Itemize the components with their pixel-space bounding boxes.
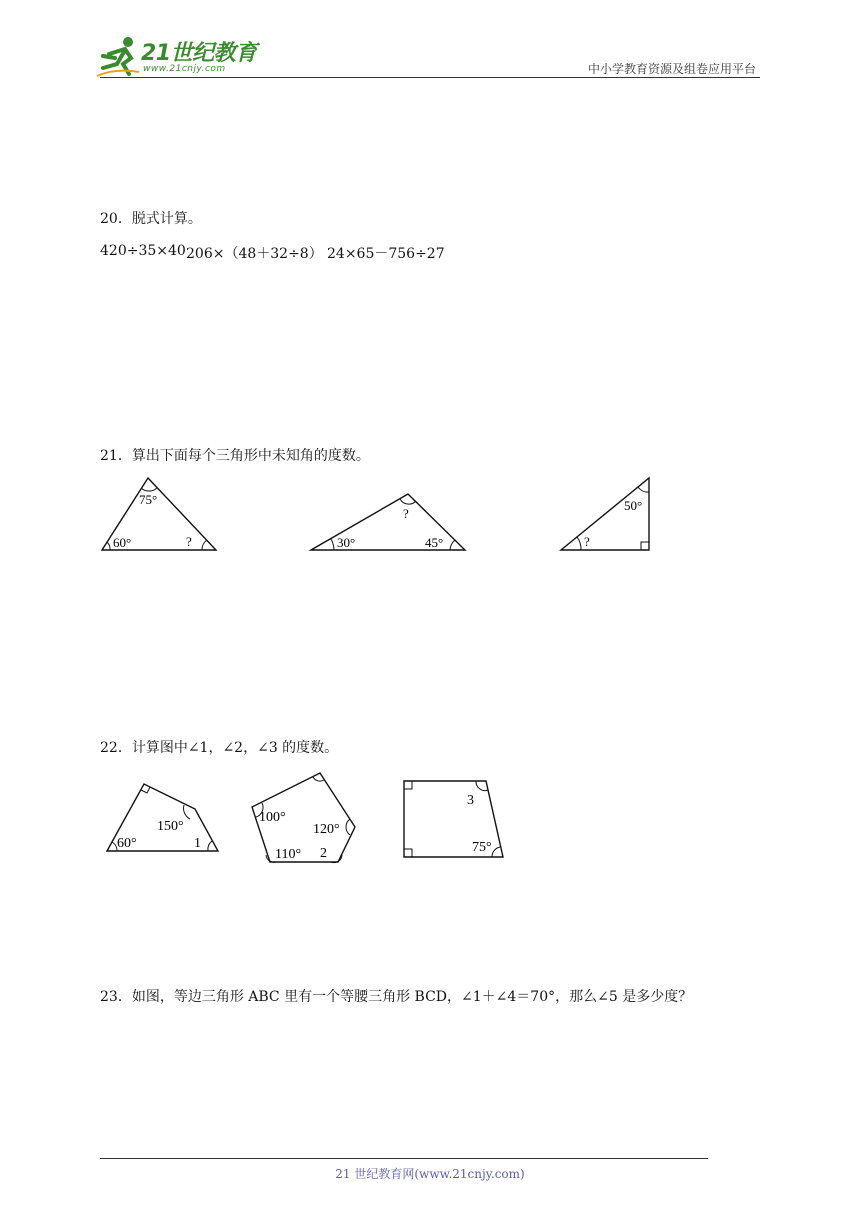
shape1-angle-150: 150° <box>157 819 184 834</box>
logo-url: www.21cnjy.com <box>143 64 226 74</box>
tri2-right-angle: 45° <box>425 535 444 550</box>
shape1-angle-1: 1 <box>194 836 201 851</box>
shape1-angle-60: 60° <box>117 836 137 851</box>
triangle-2 <box>311 494 465 550</box>
logo-text: 21世纪教育 <box>141 41 257 66</box>
header-divider <box>100 77 760 78</box>
triangle-3 <box>561 478 649 550</box>
question-21-title: 21．算出下面每个三角形中未知角的度数。 <box>100 448 370 464</box>
tri2-left-angle: 30° <box>337 535 356 550</box>
shape2-angle-120: 120° <box>313 822 340 837</box>
question-20-expr-1: 420÷35×40 <box>100 243 186 259</box>
triangle-1 <box>102 478 216 550</box>
question-23-title: 23．如图，等边三角形 ABC 里有一个等腰三角形 BCD，∠1＋∠4＝70°，那么∠5 是多少度？ <box>100 989 693 1005</box>
pentagon-2 <box>252 773 355 863</box>
footer-site-text: 21 世纪教育网(www.21cnjy.com) <box>335 1167 525 1181</box>
tri1-right-angle: ? <box>186 534 192 549</box>
question-20-title: 20．脱式计算。 <box>100 211 202 227</box>
shape2-angle-2: 2 <box>320 846 327 861</box>
shape2-angle-100: 100° <box>259 810 286 825</box>
shape3-angle-75: 75° <box>472 840 492 855</box>
tri1-top-angle: 75° <box>139 492 158 507</box>
quadrilateral-1 <box>107 784 218 851</box>
question-20-expr-2: 206×（48＋32÷8） <box>186 246 323 262</box>
runner-icon <box>95 34 145 80</box>
shape2-angle-110: 110° <box>275 847 302 862</box>
tri1-left-angle: 60° <box>113 535 132 550</box>
trapezoid-3 <box>404 781 503 857</box>
tri3-left-angle: ? <box>584 534 590 549</box>
triangles-figure <box>0 470 860 565</box>
question-20-expr-3: 24×65－756÷27 <box>327 246 445 262</box>
polygons-figure <box>0 765 860 870</box>
question-22-title: 22．计算图中∠1，∠2，∠3 的度数。 <box>100 740 339 756</box>
shape3-angle-3: 3 <box>467 793 474 808</box>
site-logo <box>95 34 265 80</box>
tri2-top-angle: ? <box>403 506 409 521</box>
tri3-top-angle: 50° <box>624 498 643 513</box>
footer-divider <box>100 1158 708 1159</box>
header-platform-text: 中小学教育资源及组卷应用平台 <box>587 62 756 76</box>
